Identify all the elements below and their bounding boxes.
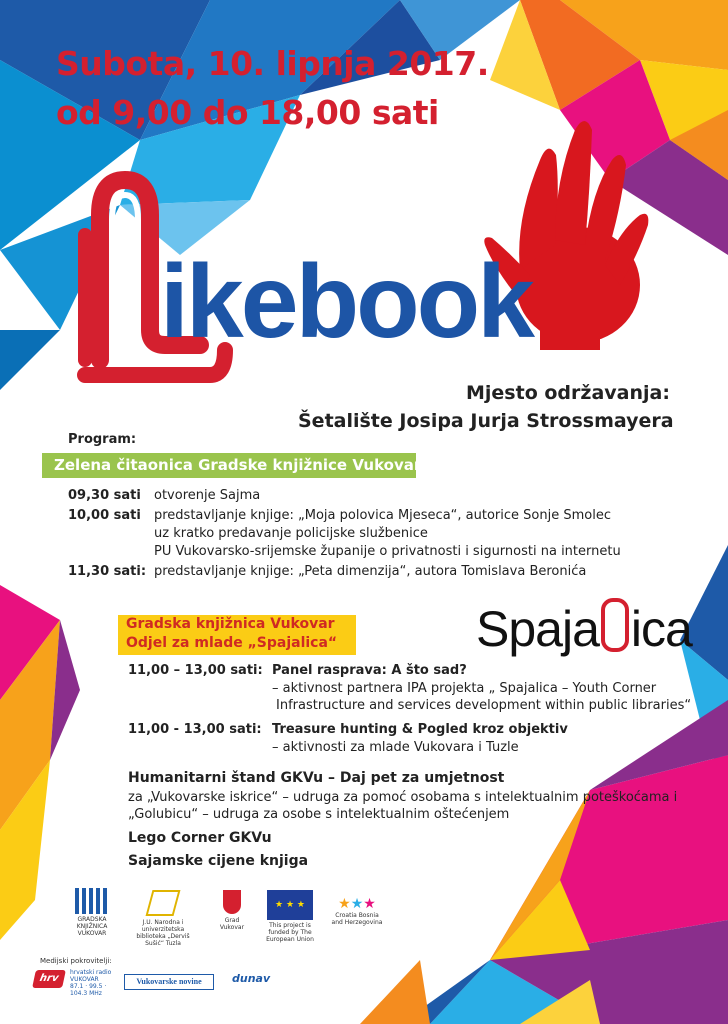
humanitarian-line: za „Vukovarske iskrice“ – udruga za pomoć osobama s intelektualnim poteškoćama i — [128, 790, 678, 805]
humanitarian-title: Humanitarni štand GKVu – Daj pet za umjetnost — [128, 770, 505, 786]
hrv-logo — [32, 970, 66, 988]
sponsor-name: J.U. Narodna i univerzitetska biblioteka „Derviš Sušić“ Tuzla — [136, 919, 190, 947]
event-time: od 9,00 do 18,00 sati — [56, 93, 439, 132]
sponsor-logo — [262, 890, 318, 943]
schedule-item: otvorenje Sajma — [154, 488, 261, 503]
newspaper-logo — [124, 974, 214, 990]
section2-subtitle: Odjel za mlade „Spajalica“ — [126, 635, 338, 651]
venue-place: Šetalište Josipa Jurja Strossmayera — [298, 410, 674, 432]
sponsor-logo — [212, 890, 252, 931]
page-title: ikebook — [160, 244, 532, 360]
spajalica-logo-left: Spaja — [476, 601, 599, 657]
coat-of-arms-icon — [223, 890, 241, 914]
library-logo-icon — [75, 888, 109, 914]
schedule-item: Infrastructure and services development within public libraries“ — [276, 698, 692, 713]
paperclip-icon — [601, 598, 629, 652]
schedule-time: 11,00 – 13,00 sati: — [128, 663, 263, 678]
hrv-logo-text: hrv — [38, 973, 60, 984]
radio-frequency: 87.1 · 99.5 · 104.3 MHz — [70, 983, 107, 997]
sponsor-name: GRADSKA KNJIŽNICA VUKOVAR — [76, 916, 108, 937]
section-header-green — [42, 453, 422, 478]
sponsor-logo — [330, 896, 384, 926]
schedule-time: 09,30 sati — [68, 488, 141, 503]
book-logo-icon — [146, 890, 181, 916]
schedule-item: predstavljanje knjige: „Peta dimenzija“, autora Tomislava Beronića — [154, 564, 587, 579]
media-sponsors-label: Medijski pokrovitelji: — [40, 957, 112, 965]
sponsor-name: Croatia Bosnia and Herzegovina — [331, 912, 383, 926]
schedule-time: 10,00 sati — [68, 508, 141, 523]
schedule-time: 11,00 - 13,00 sati: — [128, 722, 262, 737]
sponsor-logo — [62, 888, 122, 937]
spajalica-logo-right: ica — [630, 601, 692, 657]
sponsor-name: Grad Vukovar — [219, 917, 245, 931]
book-prices: Sajamske cijene knjiga — [128, 853, 309, 869]
program-label: Program: — [68, 432, 137, 447]
sponsor-name: This project is funded by The European Union — [266, 922, 314, 943]
stars-logo-icon: ★★★ — [338, 896, 376, 912]
lego-corner: Lego Corner GKVu — [128, 830, 272, 846]
schedule-item: Panel rasprava: A što sad? — [272, 663, 467, 678]
humanitarian-line: „Golubicu“ – udruga za osobe s intelektualnim oštećenjem — [128, 807, 510, 822]
newspaper-name: Vukovarske novine — [136, 977, 202, 986]
schedule-item: – aktivnost partnera IPA projekta „ Spajalica – Youth Corner — [272, 681, 657, 696]
venue-label: Mjesto održavanja: — [466, 382, 670, 404]
schedule-item: predstavljanje knjige: „Moja polovica Mjeseca“, autorice Sonje Smolec — [154, 508, 611, 523]
eu-flag-icon: ★ ★ ★ — [267, 890, 313, 920]
spajalica-logo — [476, 598, 692, 658]
radio-logo — [70, 969, 120, 997]
event-date: Subota, 10. lipnja 2017. — [56, 44, 489, 83]
section-header-yellow — [118, 615, 356, 655]
schedule-time: 11,30 sati: — [68, 564, 147, 579]
radio-name: hrvatski radio VUKOVAR — [70, 969, 112, 983]
sponsor-logo — [130, 890, 196, 947]
section2-title: Gradska knjižnica Vukovar — [126, 616, 335, 632]
schedule-item: – aktivnosti za mlade Vukovara i Tuzle — [272, 740, 519, 755]
schedule-item: uz kratko predavanje policijske službenice — [154, 526, 428, 541]
schedule-item: PU Vukovarsko-srijemske županije o privatnosti i sigurnosti na internetu — [154, 544, 621, 559]
section1-title: Zelena čitaonica Gradske knjižnice Vukovar — [54, 456, 422, 474]
dunav-logo: dunav — [232, 972, 271, 985]
schedule-item: Treasure hunting & Pogled kroz objektiv — [272, 722, 568, 737]
